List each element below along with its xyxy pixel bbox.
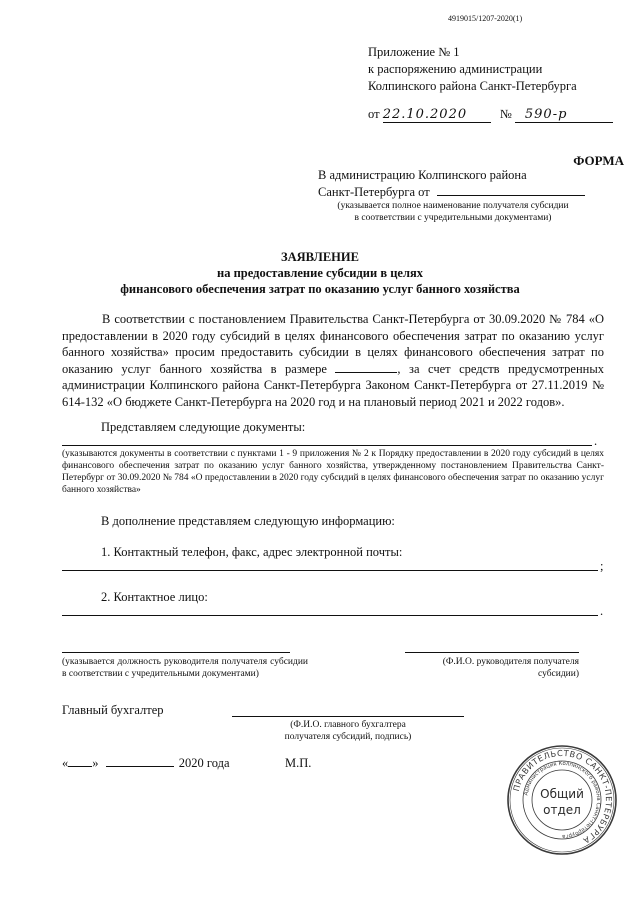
- main-paragraph-part-2: , за счет средств предусмотренных администрации Колпинского района Санкт-Петербурга Законом Санкт-Петербурга от 27.11.2019 № 614-132 «О бюджете Санкт-Петербурга на 2020 год и на плановый период 2021 и 2022 годов».: [62, 361, 605, 409]
- contact-phone-line[interactable]: [62, 570, 598, 571]
- statement-subtitle-2: финансового обеспечения затрат по оказанию услуг банного хозяйства: [120, 282, 520, 296]
- position-note: (указывается должность руководителя получателя субсидии в соответствии с учредительными документами): [62, 657, 308, 679]
- addressee-line-2: [318, 184, 585, 201]
- organization-stamp: [506, 744, 618, 856]
- accountant-note-1: (Ф.И.О. главного бухгалтера: [290, 720, 406, 730]
- accountant-note-2: получателя субсидий, подпись): [284, 732, 412, 742]
- date-quote-open: «: [62, 756, 69, 770]
- documents-intro: Представляем следующие документы:: [101, 420, 306, 434]
- document-code: 4919015/1207-2020(1): [448, 14, 523, 23]
- appendix-block: [368, 44, 577, 95]
- head-fio-note-2: субсидии): [537, 669, 579, 679]
- order-date: 22.10.2020: [383, 107, 491, 123]
- subsidy-amount-field[interactable]: [335, 372, 397, 373]
- sign-date: [62, 756, 230, 771]
- contact-person-label: 2. Контактное лицо:: [101, 590, 208, 604]
- head-fio-line[interactable]: [405, 652, 579, 653]
- appendix-org: Колпинского района Санкт-Петербурга: [368, 79, 577, 93]
- documents-line[interactable]: [62, 445, 592, 446]
- appendix-to: к распоряжению администрации: [368, 62, 543, 76]
- contact-phone-label: 1. Контактный телефон, факс, адрес электронной почты:: [101, 545, 403, 559]
- addressee-field[interactable]: [437, 195, 585, 196]
- appendix-title: Приложение № 1: [368, 45, 460, 59]
- addressee-note-2: в соответствии с учредительными документами): [354, 213, 552, 223]
- head-fio-note-1: (Ф.И.О. руководителя получателя: [442, 657, 579, 667]
- position-line[interactable]: [62, 652, 290, 653]
- info-intro: В дополнение представляем следующую информацию:: [101, 514, 395, 528]
- documents-note: (указываются документы в соответствии с пунктами 1 - 9 приложения № 2 к Порядку предоставлении в 2020 году субсидий в целях финансового обеспечения затрат по оказанию услуг банного хозяйства, утвержденному постановлением Правительства Санкт-Петербург от 30.09.2020 № 784 «О предоставлении в 2020 году субсидий в целях финансового обеспечения затрат по оказанию услуг банного хозяйства»: [62, 449, 604, 495]
- accountant-note: [232, 719, 464, 743]
- date-quote-close: »: [92, 756, 99, 770]
- form-label: ФОРМА: [573, 153, 624, 168]
- statement-title: ЗАЯВЛЕНИЕ: [281, 250, 359, 264]
- contact-person-line-end: .: [600, 604, 604, 618]
- contact-person-line[interactable]: [62, 615, 598, 616]
- accountant-line[interactable]: [232, 716, 464, 717]
- main-paragraph: [62, 311, 604, 410]
- addressee-note: [316, 200, 590, 224]
- order-number: 590-р: [515, 107, 613, 123]
- date-prefix: от: [368, 107, 380, 121]
- contact-phone-line-end: ;: [600, 559, 604, 573]
- documents-line-end: .: [594, 434, 598, 448]
- order-date-number: [368, 107, 613, 123]
- chief-accountant-label: Главный бухгалтер: [62, 703, 164, 717]
- addressee-from: Санкт-Петербурга от: [318, 185, 430, 199]
- main-paragraph-part-1: В соответствии с постановлением Правительства Санкт-Петербурга от 30.09.2020 № 784 «О предоставлении в 2020 году субсидий в целях финансового обеспечения затрат по оказанию услуг банного хозяйства» просим предоставить субсидии в целях финансового обеспечения затрат по оказанию услуг банного хозяйства в размере: [62, 312, 604, 376]
- addressee-line-1: В администрацию Колпинского района: [318, 168, 527, 182]
- sign-year: 2020 года: [178, 756, 230, 770]
- number-prefix: №: [499, 107, 512, 121]
- addressee-block: [318, 167, 585, 201]
- stamp-center-line-1: Общий: [540, 787, 584, 801]
- seal-place: М.П.: [285, 756, 312, 770]
- stamp-ring-text: ПРАВИТЕЛЬСТВО САНКТ-ПЕТЕРБУРГА: [510, 747, 615, 847]
- head-fio-note: [405, 656, 579, 680]
- stamp-inner-ring-text: Администрация Колпинского района Санкт-Петербурга: [523, 760, 602, 840]
- stamp-center-line-2: отдел: [543, 803, 581, 817]
- sign-day-field[interactable]: [68, 766, 92, 767]
- sign-month-field[interactable]: [106, 766, 174, 767]
- statement-subtitle-1: на предоставление субсидии в целях: [217, 266, 423, 280]
- addressee-note-1: (указывается полное наименование получателя субсидии: [337, 201, 569, 211]
